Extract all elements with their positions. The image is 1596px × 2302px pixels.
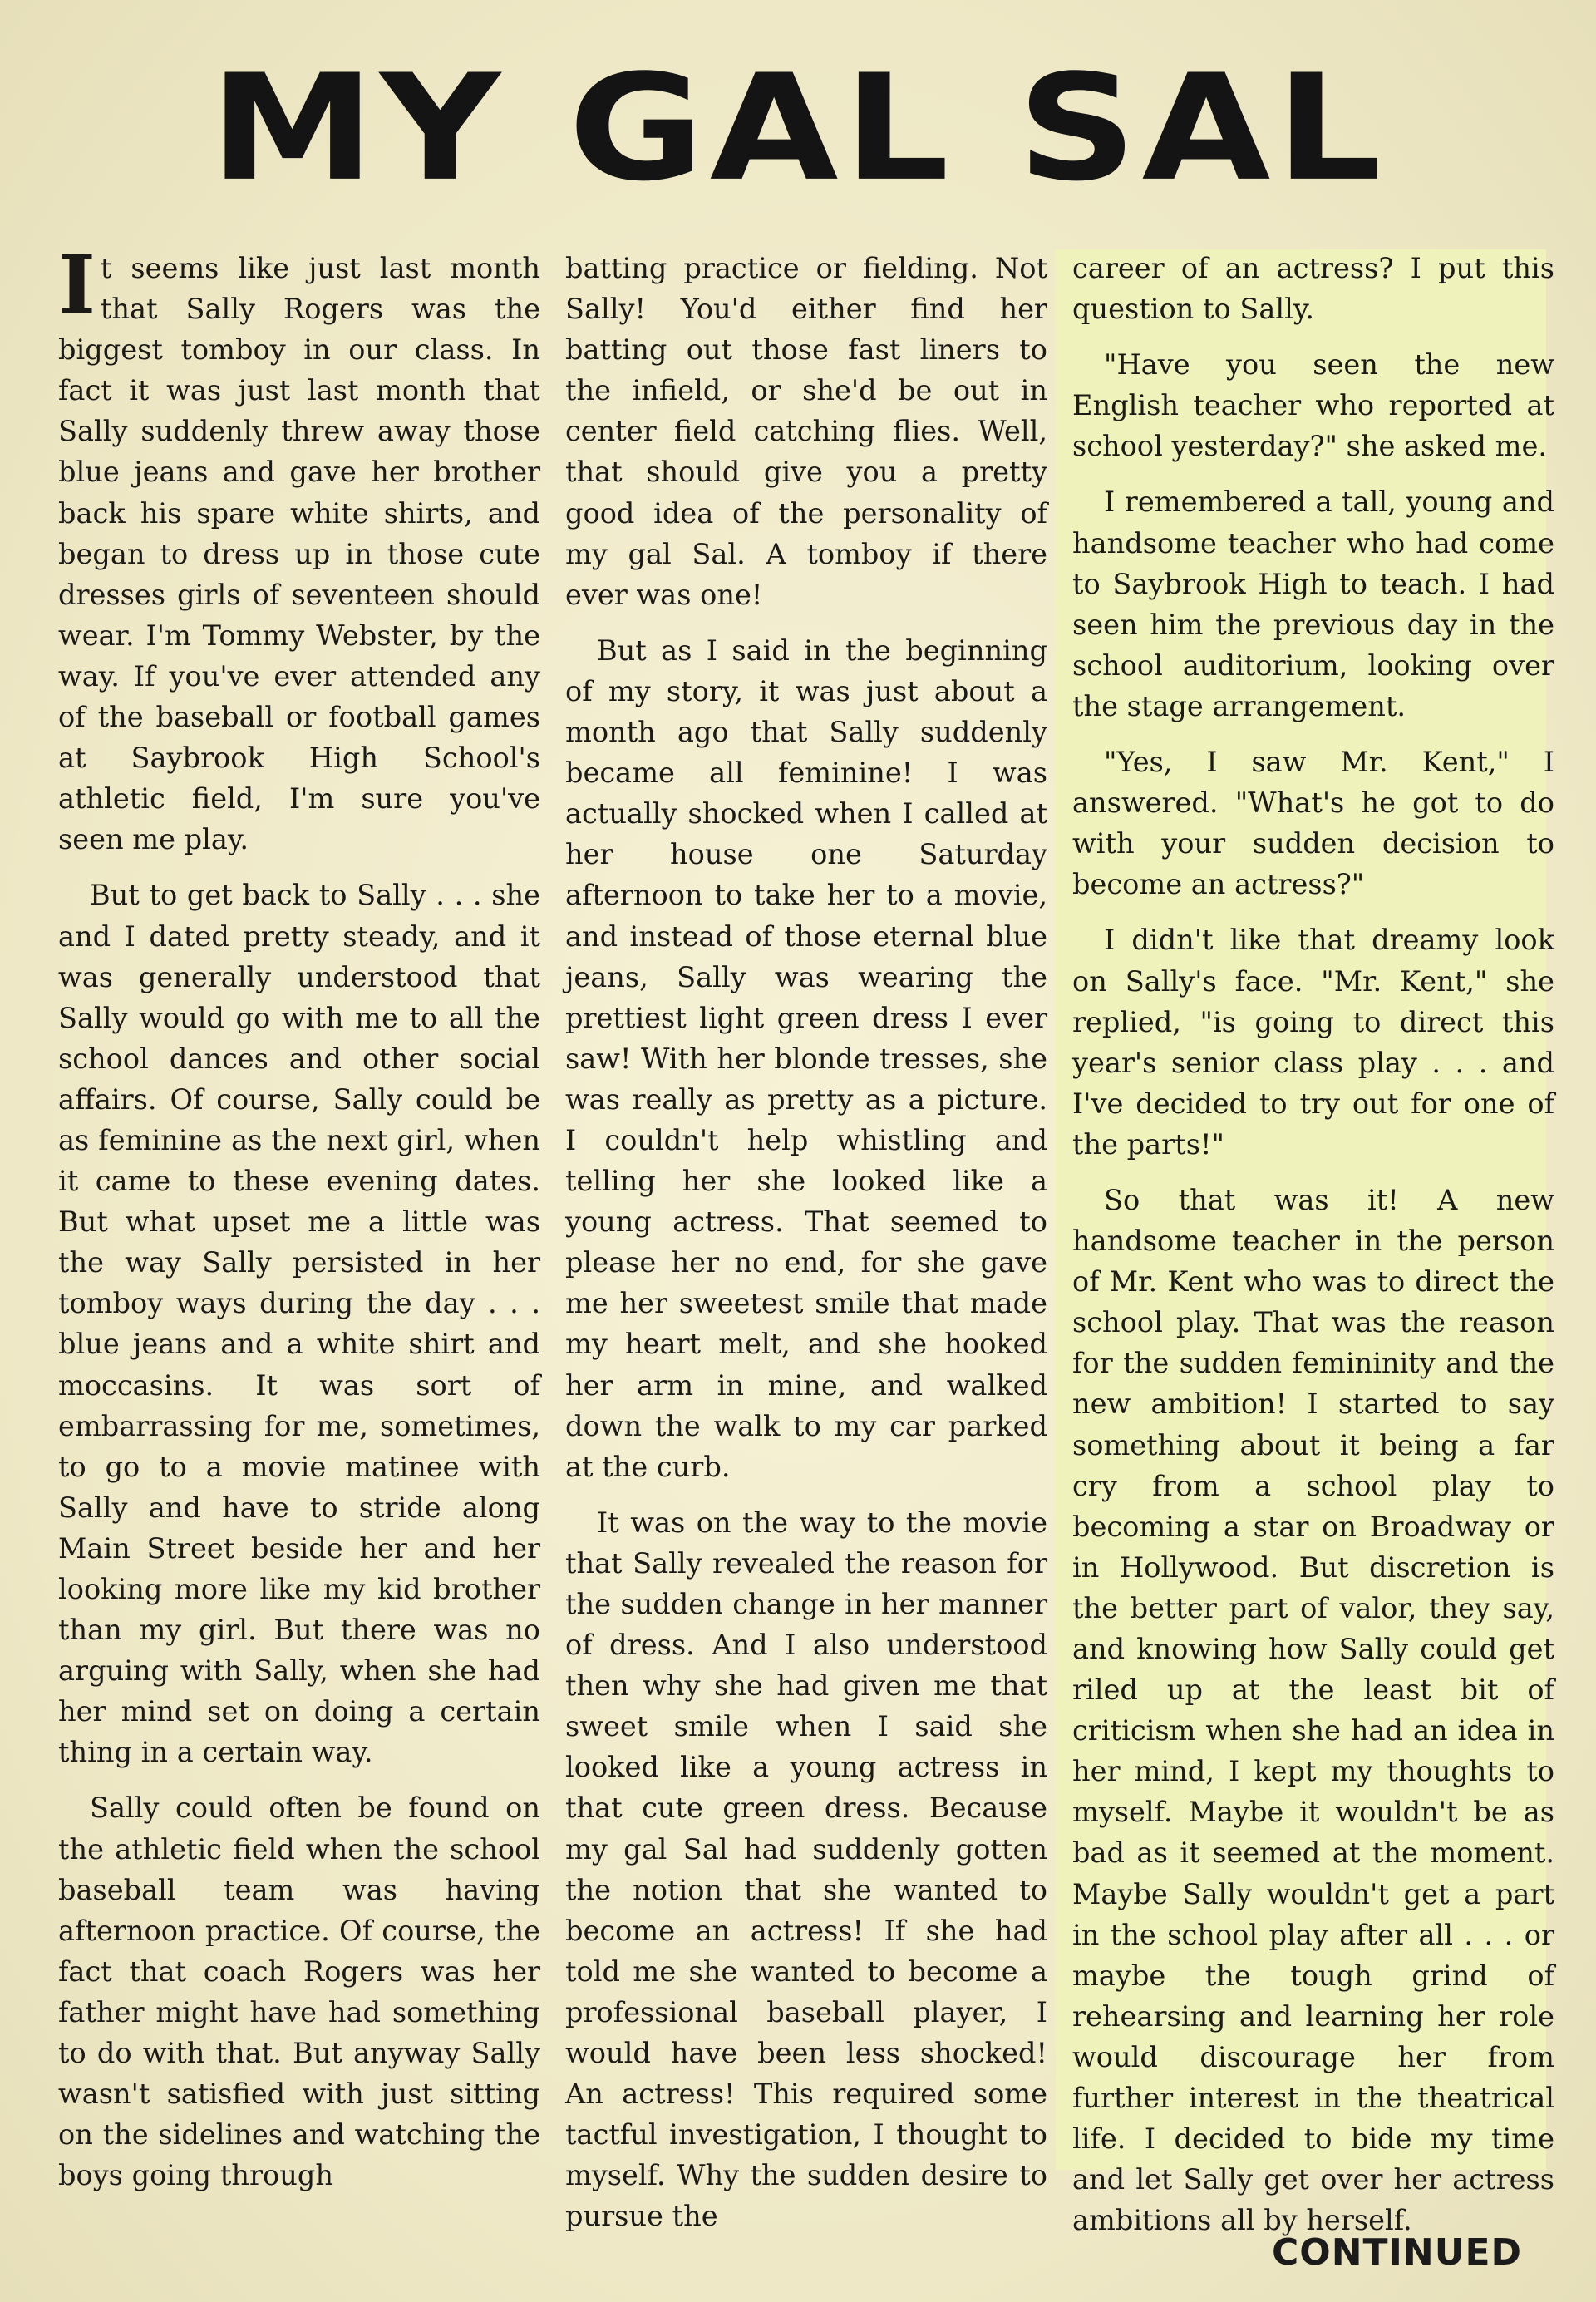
paragraph: I didn't like that dreamy look on Sally's face. "Mr. Kent," she replied, "is going to direct this year's senior class play . . . and I've decided to try out for one of the parts!" [1072,924,1554,1161]
paragraph: It was on the way to the movie that Sally revealed the reason for the sudden change in her manner of dress. And I also understood then why she had given me that sweet smile when I said she looked like a young actress in that cute green dress. Because my gal Sal had suddenly gotten the notion that she wanted to become an actress! If she had told me she wanted to become a professional baseball player, I would have been less shocked! An actress! This required some tactful investigation, I thought to myself. Why the sudden desire to pursue the [565,1506,1047,2233]
paragraph: "Have you seen the new English teacher who reported at school yesterday?" she asked me. [1072,348,1554,463]
paragraph: But to get back to Sally . . . she and I dated pretty steady, and it was generally understood that Sally would go with me to all the school dances and other social affairs. Of course, Sally could be as feminine as the next girl, when it came to these evening dates. But what upset me a little was the way Sally persisted in her tomboy ways during the day . . . blue jeans and a white shirt and moccasins. It was sort of embarrassing for me, sometimes, to go to a movie matinee with Sally and have to stride along Main Street beside her and her looking more like my kid brother than my girl. But there was no arguing with Sally, when she had her mind set on doing a certain thing in a certain way. [58,879,540,1769]
text-column-2 [565,248,1047,2233]
text-column-3 [1072,248,1554,2237]
paragraph: batting practice or fielding. Not Sally! You'd either find her batting out those fast liners to the infield, or she'd be out in center field catching flies. Well, that should give you a pretty good idea of the personality of my gal Sal. A tomboy if there ever was one! [565,252,1047,611]
paragraph: So that was it! A new handsome teacher in the person of Mr. Kent who was to direct the school play. That was the reason for the sudden femininity and the new ambition! I started to say something about it being a far cry from a school play to becoming a star on Broadway or in Hollywood. But discretion is the better part of valor, they say, and knowing how Sally could get riled up at the least bit of criticism when she had an idea in her mind, I kept my thoughts to myself. Maybe it wouldn't be as bad as it seemed at the moment. Maybe Sally wouldn't get a part in the school play after all . . . or maybe the tough grind of rehearsing and learning her role would discourage her from further interest in the theatrical life. I decided to bide my time and let Sally get over her actress ambitions all by herself. [1072,1183,1554,2237]
continued-label: CONTINUED [1272,2231,1523,2274]
paragraph: career of an actress? I put this question to Sally. [1072,252,1554,326]
paragraph: But as I said in the beginning of my story, it was just about a month ago that Sally suddenly became all feminine! I was actually shocked when I called at her house one Saturday afternoon to take her to a movie, and instead of those eternal blue jeans, Sally was wearing the prettiest light green dress I ever saw! With her blonde tresses, she was really as pretty as a picture. I couldn't help whistling and telling her she looked like a young actress. That seemed to please her no end, for she gave me her sweetest smile that made my heart melt, and she hooked her arm in mine, and walked down the walk to my car parked at the curb. [565,633,1047,1483]
story-title: MY GAL SAL [209,43,1387,214]
paragraph: "Yes, I saw Mr. Kent," I answered. "What's he got to do with your sudden decision to become an actress?" [1072,746,1554,901]
text-column-1 [58,238,540,2192]
paragraph: I remembered a tall, young and handsome teacher who had come to Saybrook High to teach. I had seen him the previous day in the school auditorium, looking over the stage arrangement. [1072,486,1554,722]
paragraph: Sally could often be found on the athletic field when the school baseball team was having afternoon practice. Of course, the fact that coach Rogers was her father might have had something to do with that. But anyway Sally wasn't satisfied with just sitting on the sidelines and watching the boys going through [58,1792,540,2192]
paragraph: It seems like just last month that Sally Rogers was the biggest tomboy in our class. In fact it was just last month that Sally suddenly threw away those blue jeans and gave her brother back his spare white shirts, and began to dress up in those cute dresses girls of seventeen should wear. I'm Tommy Webster, by the way. If you've ever attended any of the baseball or football games at Saybrook High School's athletic field, I'm sure you've seen me play. [58,238,540,856]
